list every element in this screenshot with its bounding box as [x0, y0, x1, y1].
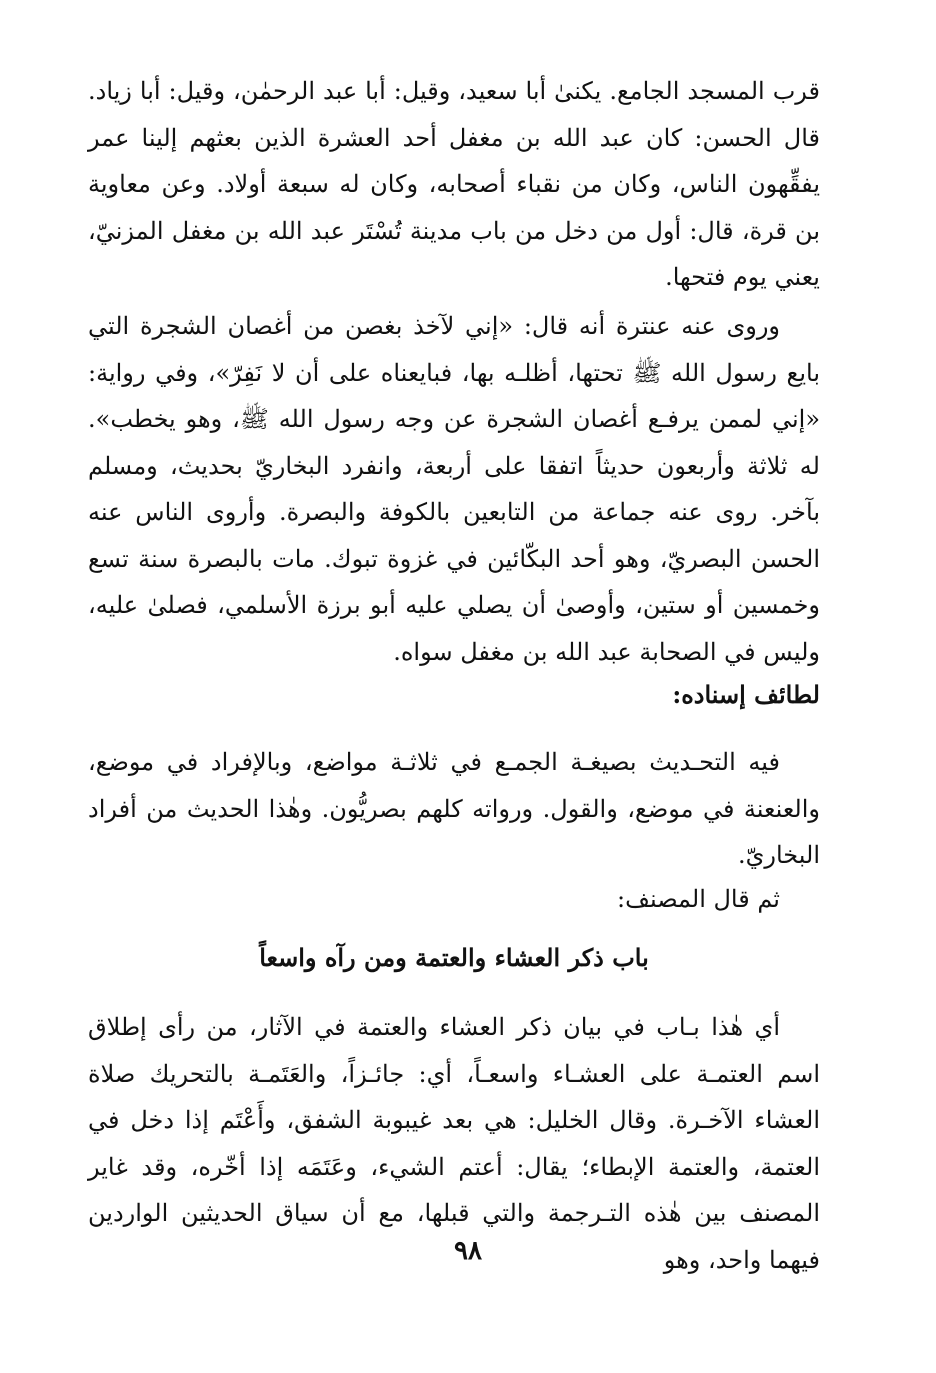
- chapter-title: باب ذكر العشاء والعتمة ومن رآه واسعاً: [259, 943, 649, 972]
- page-number: ٩٨: [454, 1236, 482, 1266]
- isnad-subtleties-paragraph: فيه التحـديث بصيغـة الجمـع في ثلاثـة مواضع، وبالإفراد في موضع، والعنعنة في موضع، والقول. ورواته كلهم بصريُّون. وهٰذا الحديث من أفراد البخاريّ.: [88, 748, 820, 869]
- narration-paragraph: وروى عنه عنترة أنه قال: «إني لآخذ بغصن من أغصان الشجرة التي بايع رسول الله ﷺ تحتها، أظلـه بها، فبايعناه على أن لا نَفِرّ»، وفي رواية: «إني لممن يرفـع أغصان الشجرة عن وجه رسول الله ﷺ، وهو يخطب». له ثلاثة وأربعون حديثاً اتفقا على أربعة، وانفرد البخاريّ بحديث، ومسلم بآخر. روى عنه جماعة من التابعين بالكوفة والبصرة. وأروى الناس عنه الحسن البصريّ، وهو أحد البكّائين في غزوة تبوك. مات بالبصرة سنة تسع وخمسين أو ستين، وأوصىٰ أن يصلي عليه أبو برزة الأسلمي، فصلىٰ عليه، وليس في الصحابة عبد الله بن مغفل سواه.: [88, 312, 821, 666]
- author-said-line: ثم قال المصنف:: [617, 885, 780, 913]
- biography-paragraph: قرب المسجد الجامع. يكنىٰ أبا سعيد، وقيل: أبا عبد الرحمٰن، وقيل: أبا زياد. قال الحسن: كان عبد الله بن مغفل أحد العشرة الذين بعثهم إلينا عمر يفقِّهون الناس، وكان من نقباء أصحابه، وكان له سبعة أولاد. وعن معاوية بن قرة، قال: أول من دخل من باب مدينة تُسْتَر عبد الله بن مغفل المزنيّ، يعني يوم فتحها.: [88, 77, 820, 291]
- commentary-paragraph: أي هٰذا بـاب في بيان ذكر العشاء والعتمة في الآثار، من رأى إطلاق اسم العتمـة على العشـاء واسعـاً، أي: جائـزاً، والعَتَمـة بالتحريك صلاة العشاء الآخـرة. وقال الخليل: هي بعد غيبوبة الشفق، وأَعْتَم إذا دخل في العتمة، والعتمة الإبطاء؛ يقال: أعتم الشيء، وعَتَمَه إذا أخّره، وقد غاير المصنف بين هٰذه التـرجمة والتي قبلها، مع أن سياق الحديثين الواردين فيهما واحد، وهو: [88, 1013, 820, 1274]
- isnad-subtleties-heading: لطائف إسناده:: [672, 680, 820, 709]
